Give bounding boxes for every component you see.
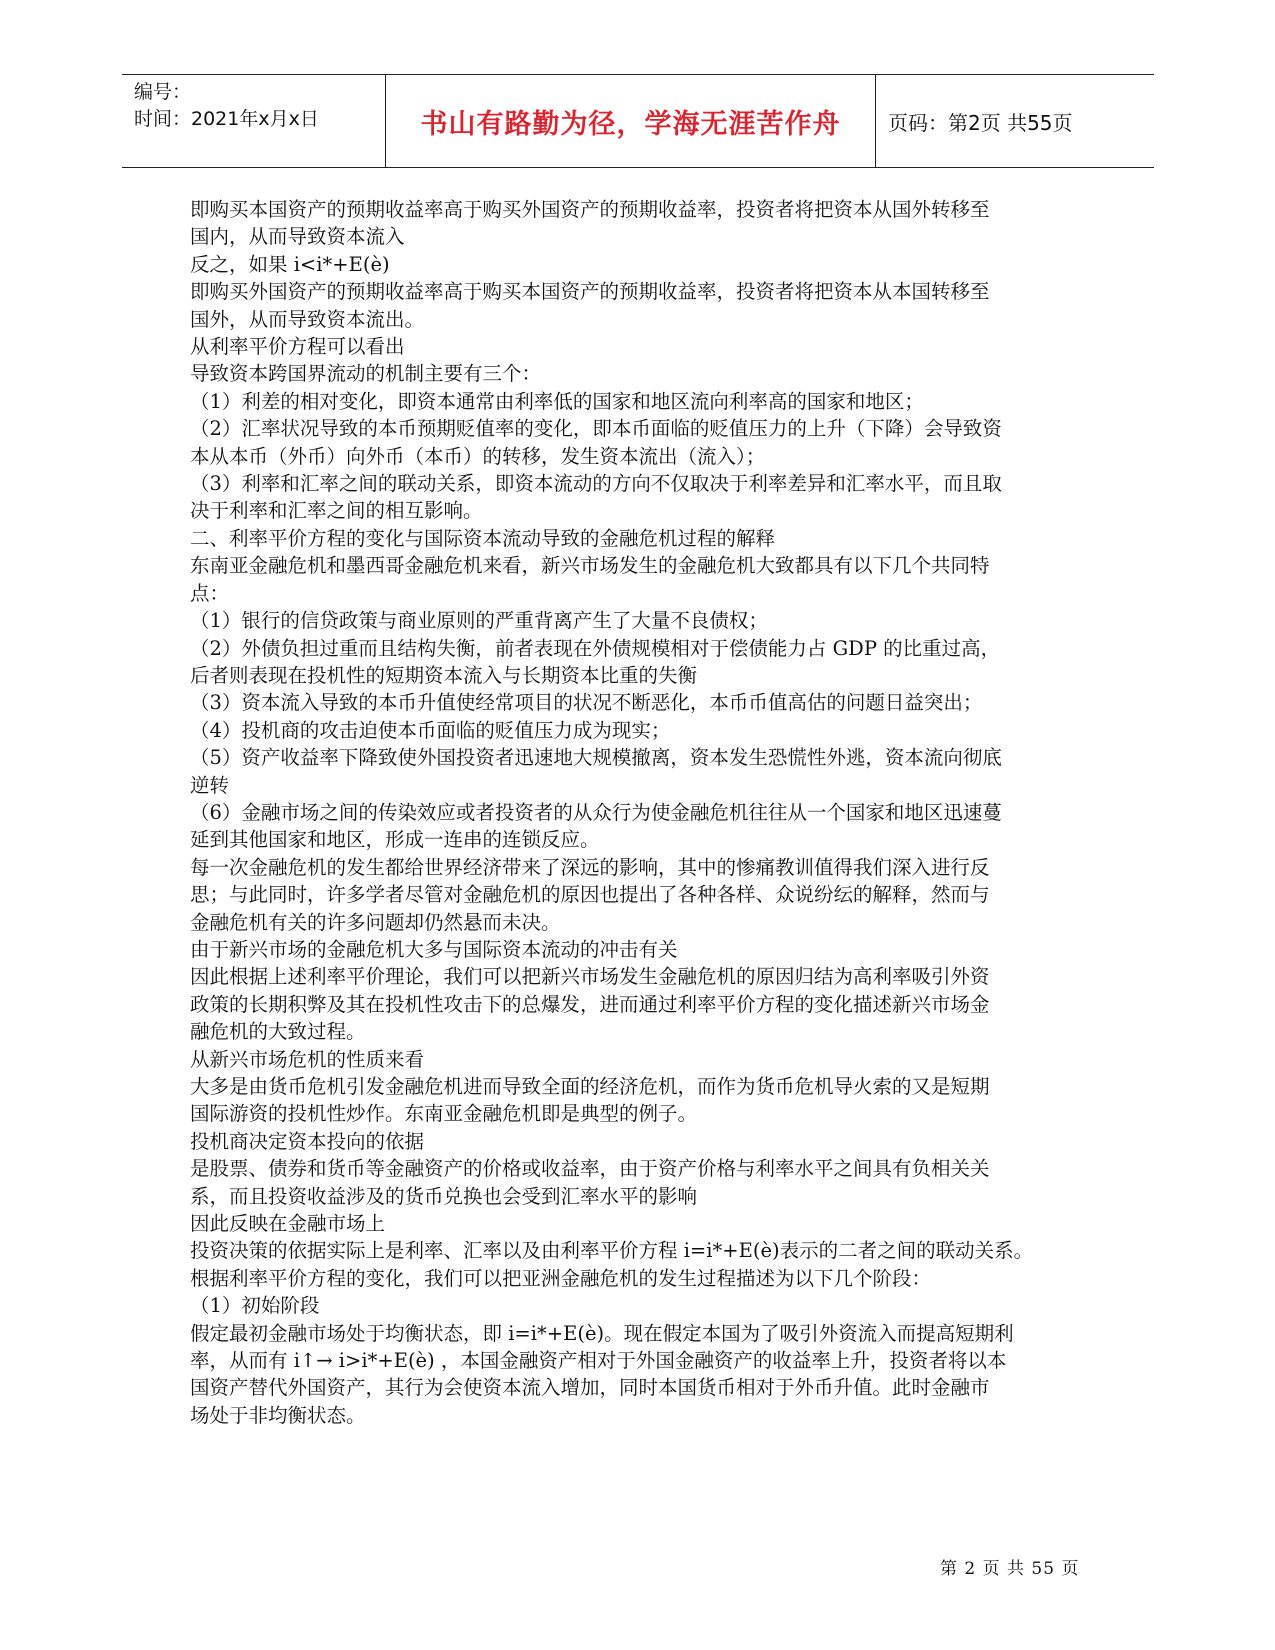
- text-line: 率，从而有 i↑→ i>i*+E(è) ，本国金融资产相对于外国金融资产的收益率上升，投资者将以本: [190, 1349, 1007, 1373]
- text-line: 从新兴市场危机的性质来看: [190, 1047, 425, 1071]
- text-line: 因此根据上述利率平价理论，我们可以把新兴市场发生金融危机的原因归结为高利率吸引外资: [190, 965, 990, 989]
- text-line: （1）利差的相对变化，即资本通常由利率低的国家和地区流向利率高的国家和地区；: [190, 389, 924, 413]
- text-line: （4）投机商的攻击迫使本币面临的贬值压力成为现实；: [190, 718, 671, 742]
- header-meta: [122, 75, 386, 167]
- text-line: 逆转: [190, 773, 230, 797]
- text-line: 即购买外国资产的预期收益率高于购买本国资产的预期收益率，投资者将把资本从本国转移至: [190, 280, 990, 304]
- text-line: 由于新兴市场的金融危机大多与国际资本流动的冲击有关: [190, 937, 678, 961]
- text-line: 点：: [190, 581, 230, 605]
- text-line: 后者则表现在投机性的短期资本流入与长期资本比重的失衡: [190, 663, 698, 687]
- text-line: 决于利率和汇率之间的相互影响。: [190, 499, 483, 523]
- text-line: 思；与此同时，许多学者尽管对金融危机的原因也提出了各种各样、众说纷纭的解释，然而与: [190, 883, 990, 907]
- text-line: （6）金融市场之间的传染效应或者投资者的从众行为使金融危机往往从一个国家和地区迅速蔓: [190, 800, 1002, 824]
- text-line: 反之，如果 i<i*+E(è): [190, 252, 390, 276]
- text-line: （2）外债负担过重而且结构失衡，前者表现在外债规模相对于偿债能力占 GDP 的比重过高，: [190, 636, 1001, 660]
- text-line: 本从本币（外币）向外币（本币）的转移，发生资本流出（流入）；: [190, 444, 766, 468]
- text-line: 国外，从而导致资本流出。: [190, 307, 425, 331]
- text-line: 即购买本国资产的预期收益率高于购买外国资产的预期收益率，投资者将把资本从国外转移至: [190, 198, 990, 221]
- text-line: 系，而且投资收益涉及的货币兑换也会受到汇率水平的影响: [190, 1184, 698, 1208]
- footer-page-number: 第 2 页 共 55 页: [940, 1559, 1080, 1579]
- text-line: 金融危机有关的许多问题却仍然悬而未决。: [190, 910, 561, 934]
- header-page-cell: [876, 75, 1154, 167]
- document-body: [190, 196, 1090, 1429]
- header-motto-cell: [386, 75, 876, 167]
- text-line: （5）资产收益率下降致使外国投资者迅速地大规模撤离，资本发生恐慌性外逃，资本流向彻底: [190, 746, 1002, 770]
- document-number: 编号：: [134, 81, 192, 103]
- text-line: 大多是由货币危机引发金融危机进而导致全面的经济危机，而作为货币危机导火索的又是短期: [190, 1075, 990, 1098]
- text-line: 根据利率平价方程的变化，我们可以把亚洲金融危机的发生过程描述为以下几个阶段：: [190, 1266, 932, 1290]
- text-line: （1）初始阶段: [190, 1294, 320, 1318]
- text-line: （1）银行的信贷政策与商业原则的严重背离产生了大量不良债权；: [190, 609, 768, 633]
- text-line: 从利率平价方程可以看出: [190, 335, 405, 359]
- text-line: 因此反映在金融市场上: [190, 1212, 386, 1236]
- motto-text: 书山有路勤为径，学海无涯苦作舟: [420, 108, 841, 140]
- text-line: 国际游资的投机性炒作。东南亚金融危机即是典型的例子。: [190, 1102, 698, 1126]
- text-line: 导致资本跨国界流动的机制主要有三个：: [190, 362, 542, 386]
- text-line: 投资决策的依据实际上是利率、汇率以及由利率平价方程 i=i*+E(è)表示的二者之间的联动关系。: [190, 1239, 1034, 1263]
- text-line: 融危机的大致过程。: [190, 1020, 366, 1044]
- text-line: （3）利率和汇率之间的联动关系，即资本流动的方向不仅取决于利率差异和汇率水平，而且取: [190, 472, 1002, 496]
- text-line: （3）资本流入导致的本币升值使经常项目的状况不断恶化，本币币值高估的问题日益突出；: [190, 691, 983, 715]
- text-line: 投机商决定资本投向的依据: [190, 1129, 425, 1153]
- text-line: 场处于非均衡状态。: [190, 1403, 366, 1427]
- document-time: 时间：2021年x月x日: [134, 108, 319, 130]
- text-line: 二、利率平价方程的变化与国际资本流动导致的金融危机过程的解释: [190, 526, 776, 550]
- text-line: 是股票、债券和货币等金融资产的价格或收益率，由于资产价格与利率水平之间具有负相关关: [190, 1157, 990, 1181]
- document-header: [122, 74, 1154, 168]
- text-line: 每一次金融危机的发生都给世界经济带来了深远的影响，其中的惨痛教训值得我们深入进行反: [190, 855, 990, 879]
- text-line: 国内，从而导致资本流入: [190, 225, 405, 249]
- text-line: 延到其他国家和地区，形成一连串的连锁反应。: [190, 828, 600, 852]
- text-line: （2）汇率状况导致的本币预期贬值率的变化，即本币面临的贬值压力的上升（下降）会导致资: [190, 417, 1002, 441]
- text-line: 假定最初金融市场处于均衡状态，即 i=i*+E(è)。现在假定本国为了吸引外资流入而提高短期利: [190, 1321, 1014, 1345]
- header-page-number: 页码：第2页 共55页: [888, 110, 1073, 135]
- text-line: 东南亚金融危机和墨西哥金融危机来看，新兴市场发生的金融危机大致都具有以下几个共同特: [190, 554, 990, 578]
- text-line: 政策的长期积弊及其在投机性攻击下的总爆发，进而通过利率平价方程的变化描述新兴市场金: [190, 992, 990, 1016]
- text-line: 国资产替代外国资产，其行为会使资本流入增加，同时本国货币相对于外币升值。此时金融市: [190, 1376, 990, 1400]
